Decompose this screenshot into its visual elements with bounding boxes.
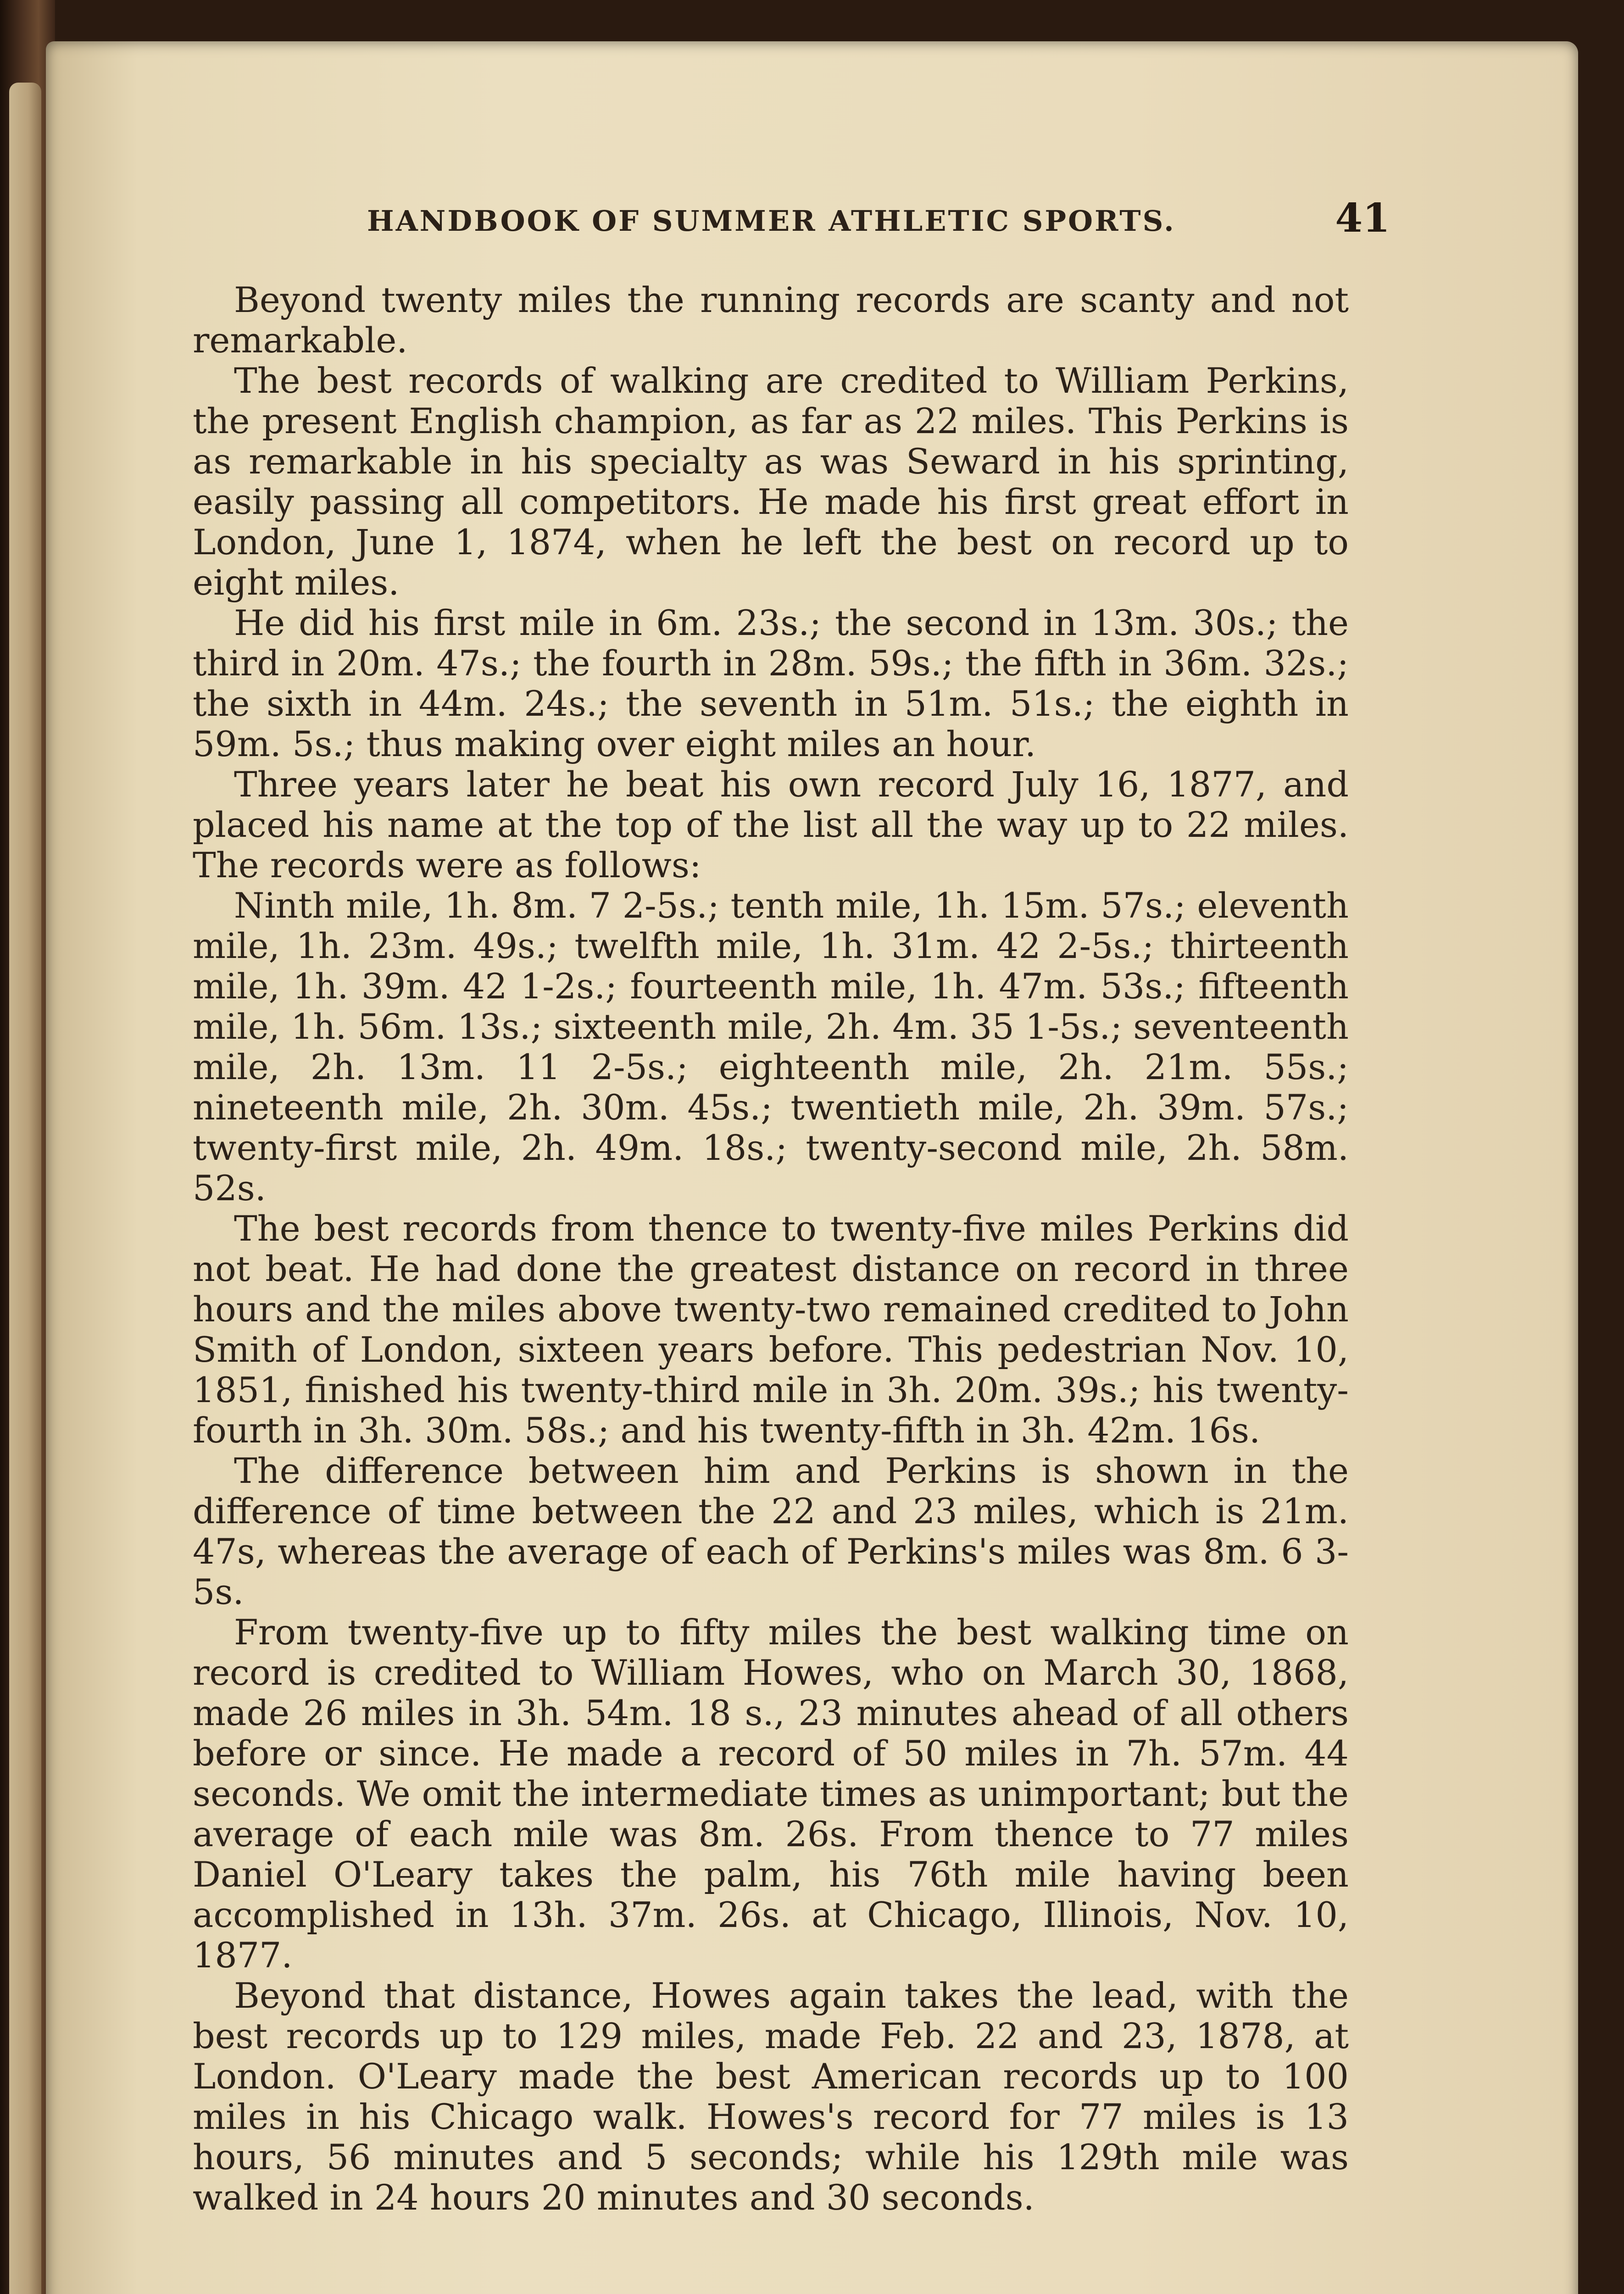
paragraph: Ninth mile, 1h. 8m. 7 2-5s.; tenth mile, 1h. 15m. 57s.; eleventh mile, 1h. 23m. 49s.; twelfth mile, 1h. 31m. 42 2-5s.; thirteenth mile, 1h. 39m. 42 1-2s.; fourteenth mile, 1h. 47m. 53s.; fifteenth mile, 1h. 56m. 13s.; sixteenth mile, 2h. 4m. 35 1-5s.; seventeenth mile, 2h. 13m. 11 2-5s.; eighteenth mile, 2h. 21m. 55s.; nineteenth mile, 2h. 30m. 45s.; twentieth mile, 2h. 39m. 57s.; twenty-first mile, 2h. 49m. 18s.; twenty-second mile, 2h. 58m. 52s. [193,885,1349,1208]
paragraph: Beyond that distance, Howes again takes the lead, with the best records up to 129 miles, made Feb. 22 and 23, 1878, at London. O'Leary made the best American records up to 100 miles in his Chicago walk. Howes's record for 77 miles is 13 hours, 56 minutes and 5 seconds; while his 129th mile was walked in 24 hours 20 minutes and 30 seconds. [193,1975,1349,2218]
paragraph: The difference between him and Perkins is shown in the difference of time between the 22 and 23 miles, which is 21m. 47s, whereas the average of each of Perkins's miles was 8m. 6 3-5s. [193,1450,1349,1612]
paragraph: From twenty-five up to fifty miles the best walking time on record is credited to William Howes, who on March 30, 1868, made 26 miles in 3h. 54m. 18 s., 23 minutes ahead of all others before or since. He made a record of 50 miles in 7h. 57m. 44 seconds. We omit the intermediate times as unimportant; but the average of each mile was 8m. 26s. From thence to 77 miles Daniel O'Leary takes the palm, his 76th mile having been accomplished in 13h. 37m. 26s. at Chicago, Illinois, Nov. 10, 1877. [193,1612,1349,1976]
paragraph: Beyond twenty miles the running records are scanty and not remarkable. [193,279,1349,361]
paragraph: He did his first mile in 6m. 23s.; the second in 13m. 30s.; the third in 20m. 47s.; the fourth in 28m. 59s.; the fifth in 36m. 32s.; the sixth in 44m. 24s.; the seventh in 51m. 51s.; the eighth in 59m. 5s.; thus making over eight miles an hour. [193,602,1349,764]
running-head: HANDBOOK OF SUMMER ATHLETIC SPORTS. [367,204,1176,238]
page-header [367,195,1390,250]
page-number: 41 [1335,195,1390,241]
paragraph: The best records from thence to twenty-five miles Perkins did not beat. He had done the greatest distance on record in three hours and the miles above twenty-two remained credited to John Smith of London, sixteen years before. This pedestrian Nov. 10, 1851, finished his twenty-third mile in 3h. 20m. 39s.; his twenty-fourth in 3h. 30m. 58s.; and his twenty-fifth in 3h. 42m. 16s. [193,1208,1349,1451]
book-page [46,41,1578,2294]
paragraph: The best records of walking are credited to William Perkins, the present English champion, as far as 22 miles. This Perkins is as remarkable in his specialty as was Seward in his sprinting, easily passing all competitors. He made his first great effort in London, June 1, 1874, when he left the best on record up to eight miles. [193,360,1349,603]
body-text [193,280,1349,2218]
facing-page-edge [9,83,41,2294]
paragraph: Three years later he beat his own record July 16, 1877, and placed his name at the top of the list all the way up to 22 miles. The records were as follows: [193,764,1349,885]
